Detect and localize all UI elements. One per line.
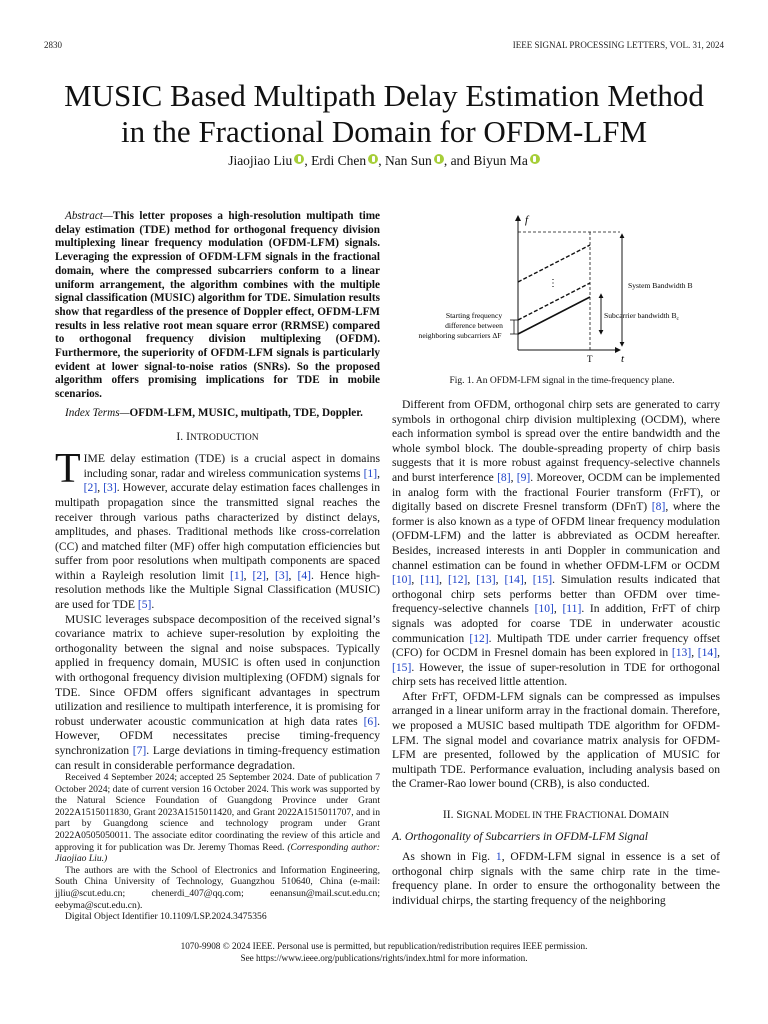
text: , <box>717 646 720 660</box>
section-heading-introduction <box>55 430 380 446</box>
text: , <box>510 470 517 484</box>
journal-header: IEEE SIGNAL PROCESSING LETTERS, VOL. 31, 2024 <box>512 40 724 50</box>
citation-link[interactable]: [10] <box>534 602 554 616</box>
citation-link[interactable]: [2] <box>252 568 267 582</box>
text: , <box>288 568 298 582</box>
citation-link[interactable]: [12] <box>448 573 468 587</box>
text: , OFDM-LFM signal in essence is a set of orthogonal chirp signals with the same chirp rate in the time-frequency plane. In order to ensure the orthogonality between the individual chirps, the starting frequency of the neighboring <box>392 850 720 907</box>
right-paragraph-3 <box>392 850 720 908</box>
copyright-footer <box>0 941 768 964</box>
subsection-heading-a: A. Orthogonality of Subcarriers in OFDM-LFM Signal <box>392 829 649 843</box>
section-heading-signal-model <box>392 808 720 824</box>
text: . However, OFDM necessitates precise timing-frequency synchronization <box>55 714 380 758</box>
citation-link[interactable]: [9] <box>516 470 531 484</box>
text: . Simulation results indicated that orthogonal chirp sets performs better than OFDM over time-frequency-selective channels <box>392 573 721 616</box>
author-name: Jiaojiao Liu <box>228 153 293 168</box>
right-column <box>392 398 720 909</box>
text: As shown in Fig. <box>402 850 496 864</box>
text: , <box>243 568 253 582</box>
text: ODEL IN THE <box>504 811 566 822</box>
citation-link[interactable]: [7] <box>132 744 147 758</box>
text: M <box>494 808 505 822</box>
t-axis-label: t <box>621 353 625 365</box>
citation-link[interactable]: [5] <box>137 598 152 612</box>
dropcap: T <box>55 446 81 493</box>
footnote-affiliation: The authors are with the School of Electronics and Information Engineering, South China University of Technology, Guangzhou 510640, China (e-mail: jjliu@scut.edu.cn; chenerdi_407@qq.com; eenansun@mail.scut.edu.cn; eebyma@scut.edu.cn). <box>55 864 380 911</box>
section-title-rest: NTRODUCTION <box>189 432 259 443</box>
text: . In addition, FrFT of chirp signals was adopted for coarse TDE in underwater acoustic communication <box>392 602 721 645</box>
chirp-line-top <box>518 245 590 282</box>
abstract-label: Abstract— <box>65 210 113 222</box>
text: D <box>628 808 637 822</box>
copyright-line: 1070-9908 © 2024 IEEE. Personal use is permitted, but republication/redistribution requires IEEE permission. <box>180 941 588 951</box>
figure-link[interactable]: 1 <box>495 850 502 864</box>
subcarrier-bandwidth-label <box>604 311 680 322</box>
citation-link[interactable]: [6] <box>363 714 378 728</box>
figure-caption: Fig. 1. An OFDM-LFM signal in the time-frequency plane. <box>449 376 675 386</box>
index-terms-text: OFDM-LFM, MUSIC, multipath, TDE, Doppler. <box>129 406 363 419</box>
citation-link[interactable]: [15] <box>392 660 412 674</box>
intro-paragraph-1 <box>55 446 381 613</box>
text: S <box>456 808 463 822</box>
citation-link[interactable]: [15] <box>532 573 553 587</box>
text: . Multipath TDE under carrier frequency offset (CFO) for OCDM in Fresnel domain has been explored in <box>392 631 720 660</box>
title-line-2: in the Fractional Domain for OFDM-LFM <box>120 114 648 149</box>
text: , <box>553 602 563 616</box>
abstract <box>55 210 380 402</box>
abstract-text: This letter proposes a high-resolution multipath time delay estimation (TDE) method for orthogonal frequency division multiplexing linear frequency modulation (OFDM-LFM) signals. Leveraging the expression of OFDM-LFM signals in the fractional domain, where the compressed subcarriers conform to a linear uniform arrangement, the algorithm combines with the multiple signal classification (MUSIC) algorithm for TDE. Simulation results show that regardless of the presence of Doppler effect, OFDM-LFM results in less relative root mean square error (RRMSE) compared to orthogonal frequency division multiplexing (OFDM). Furthermore, the superiority of OFDM-LFM signals is particularly evident at lower signal-to-noise ratios (SNRs). So the proposed algorithm offers promising implications for TDE in mobile scenarios. <box>55 210 380 401</box>
author-name: and Biyun Ma <box>450 153 528 168</box>
citation-link[interactable]: [12] <box>469 631 489 645</box>
text: F <box>565 808 572 822</box>
text: . However, accurate delay estimation faces challenges in multipath propagation since the transmitted signal reaches the receiver through various paths characterized by distinct delays, amplitudes, and phases. Traditional methods like cross-correlation (CC) and matched filter (MF) offer high computation efficiencies but suffer from poor resolutions when multipath components are spaced within a Rayleigh resolution limit <box>55 481 380 582</box>
text: , <box>266 568 275 582</box>
delta-f-label-line-1: Starting frequency <box>445 311 503 320</box>
chirp-line-bottom <box>518 297 590 334</box>
text: , <box>377 466 380 480</box>
footnote-doi: Digital Object Identifier 10.1109/LSP.2024.3475356 <box>65 911 267 923</box>
delta-f-label-line-2: difference between <box>445 321 503 330</box>
right-paragraph-2: After FrFT, OFDM-LFM signals can be compressed as impulses arranged in a linear uniform array in the fractional domain. Therefore, we proposed a MUSIC based multipath TDE algorithm for OFDM-LFM. The signal model and covariance matrix analysis for OFDM-LFM are presented, followed by the application of MUSIC for multipath TDE. Performance evaluation, including analysis based on the Cramer-Rao lower bound (CRB), is also conducted. <box>392 689 720 791</box>
orcid-icon[interactable] <box>434 154 444 164</box>
text: Received 4 September 2024; accepted 25 September 2024. Date of publication 7 October 2024; date of current version 16 October 2024. This work was supported by the Natural Science Foundation of Guangdong Province under Grant 2022A1515011830, Grant 2023A1515011420, and Grant 2022A1515011707, and in part by Guangdong science and technology program under Grant 2022A0505050011. The associate editor coordinating the review of this article and approving it for publication was Dr. Jeremy Thomas Reed. <box>55 772 380 853</box>
orcid-icon[interactable] <box>368 154 378 164</box>
section-title-initial: I <box>186 429 190 443</box>
ofdm-lfm-figure <box>408 210 724 370</box>
citation-link[interactable]: [1] <box>230 568 244 582</box>
citation-link[interactable]: [14] <box>697 646 718 660</box>
author-list: Jiaojiao Liu , Erdi Chen , Nan Sun , and Biyun Ma <box>0 153 768 169</box>
text: RACTIONAL <box>571 811 629 822</box>
citation-link[interactable]: [3] <box>103 481 117 495</box>
corresponding-author: (Corresponding author: Jiaojiao Liu.) <box>55 841 380 865</box>
paper-title <box>0 78 768 150</box>
citation-link[interactable]: [3] <box>274 568 289 582</box>
ellipsis-dots: ⋮ <box>548 278 558 289</box>
intro-paragraph-2 <box>55 613 380 774</box>
subcarrier-bandwidth-subscript: c <box>676 316 679 322</box>
citation-link[interactable]: [2] <box>83 481 98 495</box>
citation-link[interactable]: [14] <box>504 573 524 587</box>
right-paragraph-1 <box>392 398 720 690</box>
subcarrier-bandwidth-text: Subcarrier bandwidth B <box>604 311 677 320</box>
text: MUSIC leverages subspace decomposition of the received signal’s covariance matrix to achieve super-resolution by exploiting the orthogonality between the signal and noise subspaces. Typically applied in frequency domain, MUSIC is often used in conjunction with orthogonal frequency division multiplexing (OFDM) signals for TDE. Since OFDM offers significant advantages in spectrum utilization and resilience to multipath interference, it is promising for robust underwater acoustic communication at high data rates <box>55 612 380 728</box>
text: , <box>97 481 104 495</box>
text: Different from OFDM, orthogonal chirp sets are generated to carry symbols in orthogonal chirp division multiplexing (OCDM), where each information symbol is spread over the entire bandwidth and the whole symbol block. The double-spreading property of chirp basis suggests that it is more robust against frequency-selective channels and burst interference <box>392 398 720 484</box>
text: , <box>411 573 421 587</box>
citation-link[interactable]: [10] <box>392 573 412 587</box>
citation-link[interactable]: [13] <box>476 573 496 587</box>
text: IME delay estimation (TDE) is a crucial aspect in domains including sonar, radar and wireless communication systems <box>83 452 380 480</box>
page-number: 2830 <box>44 40 62 50</box>
f-axis-label: f <box>525 214 529 226</box>
text: , <box>523 573 533 587</box>
title-line-1: MUSIC Based Multipath Delay Estimation Method <box>64 78 704 113</box>
text: . Moreover, OCDM can be implemented in analog form with the fractional Fourier transform (FrFT), or digitally based on discrete Fresnel transform (DFnT) <box>392 470 720 514</box>
orcid-icon[interactable] <box>294 154 304 164</box>
index-terms <box>55 407 380 421</box>
citation-link[interactable]: [11] <box>562 602 582 616</box>
text: . Large deviations in timing-frequency estimation can result in considerable performance degradation. <box>55 744 381 772</box>
delta-f-label-line-3: neighboring subcarriers ΔF <box>418 331 502 340</box>
citation-link[interactable]: [4] <box>297 568 311 582</box>
text: , <box>691 646 698 660</box>
system-bandwidth-label: System Bandwidth B <box>628 281 693 290</box>
citation-link[interactable]: [8] <box>497 470 511 484</box>
text: OMAIN <box>636 811 670 822</box>
citation-link[interactable]: [11] <box>420 573 440 587</box>
author-name: Erdi Chen <box>311 153 367 168</box>
footnotes <box>55 772 380 923</box>
text: , <box>495 573 505 587</box>
rights-link[interactable]: See https://www.ieee.org/publications/rights/index.html for more information. <box>240 952 528 963</box>
footnote-received <box>55 772 380 865</box>
section-number: II. <box>442 808 454 822</box>
section-number: I. <box>176 429 184 443</box>
text: , where the former is also known as a type of OFDM linear frequency modulation (OFDM-LFM) and the latter is abbreviated as OCDM hereafter. Besides, increased interests in anti Doppler in communication and channel estimation can be found in whether OFDM-LFM or OCDM <box>392 500 720 572</box>
index-terms-label: Index Terms— <box>65 406 130 419</box>
text: , <box>467 573 477 587</box>
left-column <box>55 210 380 773</box>
text: , <box>439 573 449 587</box>
orcid-icon[interactable] <box>530 154 540 164</box>
citation-link[interactable]: [8] <box>651 500 666 514</box>
text: . <box>151 598 155 612</box>
symbol-period-label: T <box>587 354 593 364</box>
citation-link[interactable]: [1] <box>363 466 378 480</box>
text: . However, the issue of super-resolution in TDE for orthogonal chirp sets has received little attention. <box>392 660 720 689</box>
author-name: Nan Sun <box>384 153 432 168</box>
citation-link[interactable]: [13] <box>671 646 692 660</box>
text: IGNAL <box>462 811 495 822</box>
text: . Hence high-resolution methods like the Multiple Signal Classification (MUSIC) are used for TDE <box>55 568 381 612</box>
